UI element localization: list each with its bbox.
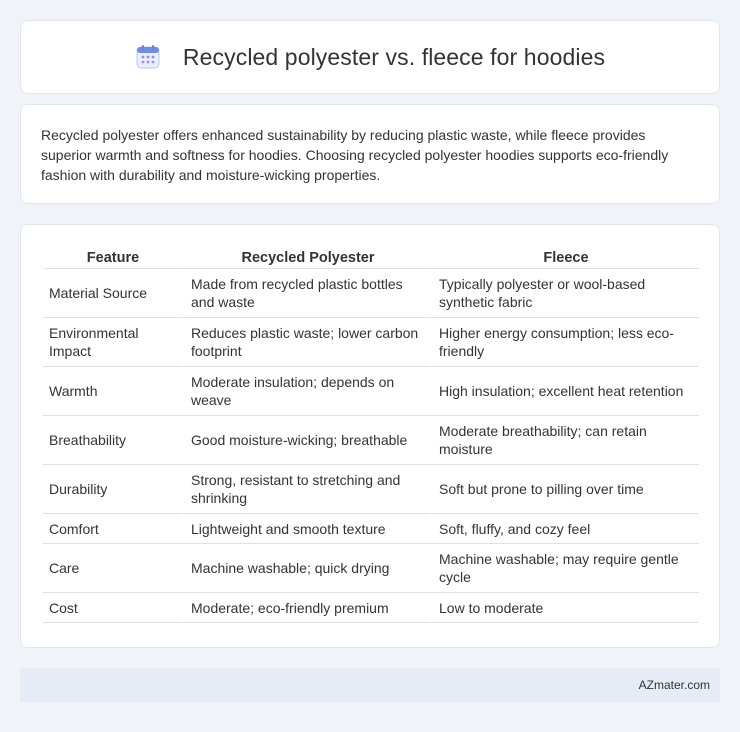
row-fleece: Soft but prone to pilling over time [431, 465, 699, 514]
row-fleece: Machine washable; may require gentle cycle [431, 544, 699, 593]
row-fleece: High insulation; excellent heat retention [431, 367, 699, 416]
row-recycled-polyester: Moderate insulation; depends on weave [183, 367, 431, 416]
table-row [43, 367, 699, 416]
footer-brand[interactable]: AZmater.com [638, 678, 710, 692]
table-row [43, 416, 699, 465]
table-row [43, 514, 699, 544]
row-fleece: Low to moderate [431, 593, 699, 623]
header-feature: Feature [43, 241, 183, 269]
table-header-row [43, 241, 699, 269]
comparison-table [43, 241, 699, 623]
row-feature: Durability [43, 465, 183, 514]
table-row [43, 318, 699, 367]
row-recycled-polyester: Lightweight and smooth texture [183, 514, 431, 544]
row-feature: Cost [43, 593, 183, 623]
row-recycled-polyester: Strong, resistant to stretching and shrinking [183, 465, 431, 514]
row-fleece: Higher energy consumption; less eco-friendly [431, 318, 699, 367]
row-feature: Environmental Impact [43, 318, 183, 367]
row-feature: Comfort [43, 514, 183, 544]
row-feature: Material Source [43, 269, 183, 318]
header-fleece: Fleece [431, 241, 699, 269]
calendar-icon [135, 44, 161, 70]
row-fleece: Typically polyester or wool-based synthetic fabric [431, 269, 699, 318]
summary-card [20, 104, 720, 204]
summary-text: Recycled polyester offers enhanced sustainability by reducing plastic waste, while fleece provides superior warmth and softness for hoodies. Choosing recycled polyester hoodies supports eco-friendly fashion with durability and moisture-wicking properties. [41, 127, 669, 183]
row-feature: Breathability [43, 416, 183, 465]
row-recycled-polyester: Moderate; eco-friendly premium [183, 593, 431, 623]
row-recycled-polyester: Made from recycled plastic bottles and waste [183, 269, 431, 318]
table-row [43, 269, 699, 318]
title-card [20, 20, 720, 94]
row-feature: Warmth [43, 367, 183, 416]
header-recycled-polyester: Recycled Polyester [183, 241, 431, 269]
row-recycled-polyester: Good moisture-wicking; breathable [183, 416, 431, 465]
page-title: Recycled polyester vs. fleece for hoodies [182, 43, 606, 70]
row-recycled-polyester: Machine washable; quick drying [183, 544, 431, 593]
row-feature: Care [43, 544, 183, 593]
table-row [43, 544, 699, 593]
row-recycled-polyester: Reduces plastic waste; lower carbon footprint [183, 318, 431, 367]
table-row [43, 593, 699, 623]
comparison-table-card [20, 224, 720, 648]
table-row [43, 465, 699, 514]
row-fleece: Moderate breathability; can retain moisture [431, 416, 699, 465]
footer-bar [20, 668, 720, 702]
row-fleece: Soft, fluffy, and cozy feel [431, 514, 699, 544]
